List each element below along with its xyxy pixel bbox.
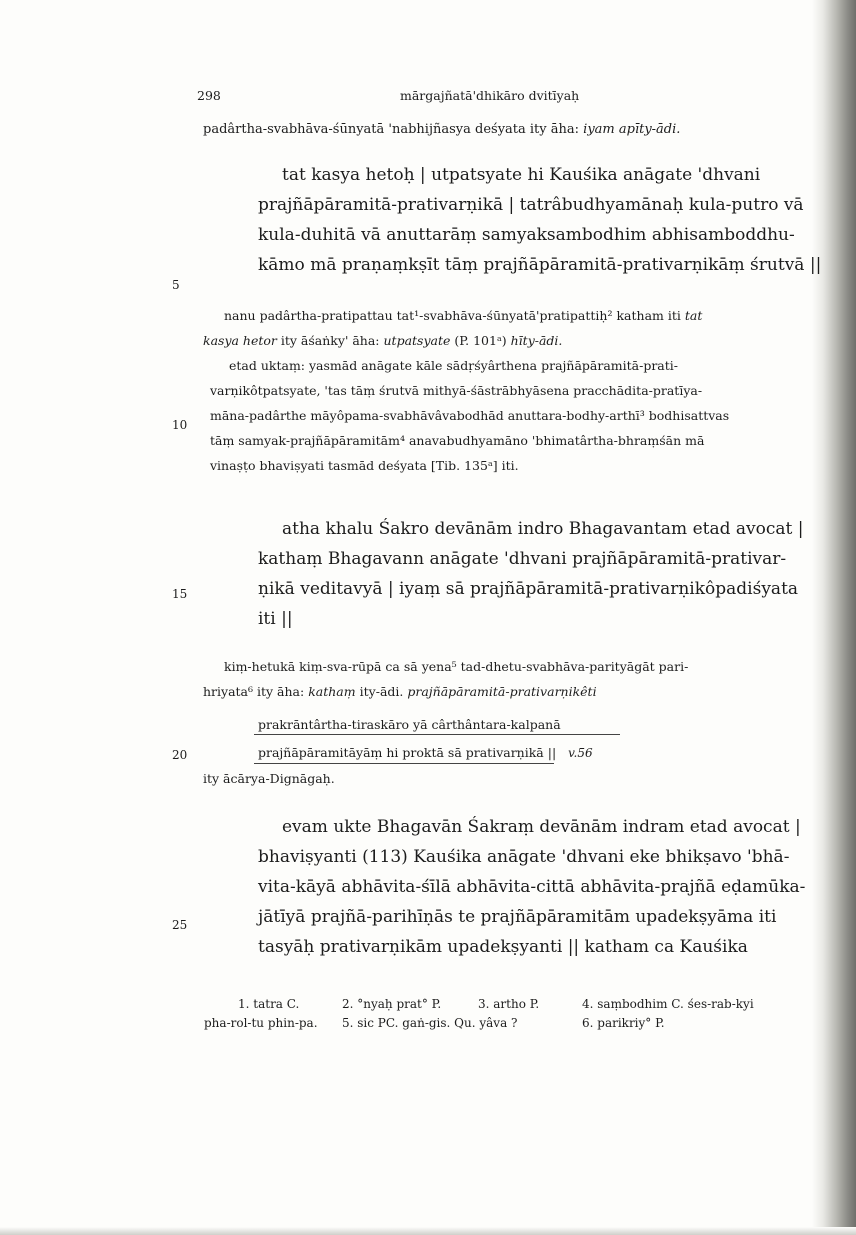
- root-text-line: vita-kāyā abhāvita-śīlā abhāvita-cittā abhāvita-prajñā eḍamūka-: [258, 877, 806, 897]
- root-text-line: kathaṃ Bhagavann anāgate 'dhvani prajñāpāramitā-prativar-: [258, 549, 787, 569]
- footnote: 2. °nyaḥ prat° P.: [342, 997, 442, 1011]
- commentary-paragraph-1: [203, 303, 730, 478]
- root-text-line: evam ukte Bhagavān Śakraṃ devānām indram etad avocat |: [282, 817, 801, 837]
- root-text-line: ṇikā veditavyā | iyaṃ sā prajñāpāramitā-prativarṇikôpadiśyata: [258, 579, 799, 599]
- line-number: 15: [172, 587, 188, 601]
- commentary-italic: kasya hetor: [203, 333, 277, 348]
- root-text-paragraph-1: [258, 160, 821, 280]
- commentary-text: ity āśaṅky' āha:: [276, 333, 384, 348]
- verse-underline-2: [254, 763, 554, 764]
- root-text-line: prajñāpāramitā-prativarṇikā | tatrâbudhyamānaḥ kula-putro vā: [258, 195, 804, 215]
- running-title: mārgajñatā'dhikāro dvitīyaḥ: [400, 88, 580, 103]
- commentary-line: vinaṣṭo bhaviṣyati tasmād deśyata [Tib. 135ᵃ] iti.: [210, 458, 519, 473]
- line-number: 25: [172, 918, 188, 932]
- commentary-text: nanu padârtha-pratipattau tat¹-svabhāva-śūnyatā'pratipattiḥ² katham iti: [224, 308, 685, 323]
- commentary-line: tāṃ samyak-prajñāpāramitām⁴ anavabudhyamāno 'bhimatârtha-bhraṃśān mā: [210, 433, 705, 448]
- commentary-italic: hīty-ādi.: [510, 333, 563, 348]
- root-text-line: jātīyā prajñā-parihīṇās te prajñāpāramitām upadekṣyāma iti: [258, 907, 777, 927]
- commentary-line: māna-padârthe māyôpama-svabhāvâvabodhād anuttara-bodhy-arthī³ bodhisattvas: [210, 408, 730, 423]
- commentary-line: [224, 303, 729, 328]
- commentary-paragraph-2: [203, 654, 689, 704]
- root-text-paragraph-3: [258, 812, 805, 962]
- intro-plain-text: padârtha-svabhāva-śūnyatā 'nabhijñasya deśyata ity āha:: [203, 122, 584, 137]
- citation-line: ity ācārya-Dignāgaḥ.: [203, 771, 335, 786]
- page-bottom-edge: [0, 1227, 856, 1235]
- footnote: pha-rol-tu phin-pa.: [204, 1016, 318, 1030]
- commentary-line: [203, 328, 729, 353]
- verse-line-1: prakrāntârtha-tiraskāro yā cârthântara-kalpanā: [258, 717, 561, 732]
- commentary-line: etad uktaṃ: yasmād anāgate kāle sādṛśyârthena prajñāpāramitā-prati-: [229, 358, 679, 373]
- root-text-line: bhaviṣyanti (113) Kauśika anāgate 'dhvani eke bhikṣavo 'bhā-: [258, 847, 790, 867]
- footnote: 5. sic PC. gaṅ-gis. Qu. yâva ?: [342, 1016, 518, 1030]
- line-number: 5: [172, 278, 180, 292]
- commentary-text: ity-ādi.: [355, 684, 408, 699]
- footnote: 1. tatra C.: [238, 997, 300, 1011]
- root-text-line: tat kasya hetoḥ | utpatsyate hi Kauśika anāgate 'dhvani: [282, 165, 761, 185]
- root-text-line: kāmo mā praṇaṃkṣīt tāṃ prajñāpāramitā-prativarṇikāṃ śrutvā ||: [258, 255, 822, 275]
- commentary-line: [203, 679, 688, 704]
- commentary-italic: utpatsyate: [383, 333, 451, 348]
- verse-underline-1: [254, 734, 620, 735]
- commentary-line: kiṃ-hetukā kiṃ-sva-rūpā ca sā yena⁵ tad-dhetu-svabhāva-parityāgāt pari-: [224, 659, 689, 674]
- page-number: 298: [197, 88, 221, 103]
- root-text-line: tasyāḥ prativarṇikām upadekṣyanti || katham ca Kauśika: [258, 937, 748, 957]
- commentary-italic: prajñāpāramitā-prativarṇikêti: [407, 684, 597, 699]
- root-text-line: kula-duhitā vā anuttarāṃ samyaksambodhim abhisamboddhu-: [258, 225, 795, 245]
- root-text-line: atha khalu Śakro devānām indro Bhagavantam etad avocat |: [282, 519, 804, 539]
- line-number: 20: [172, 748, 188, 762]
- intro-italic-text: iyam apīty-ādi.: [583, 122, 681, 137]
- verse-margin-note: v.56: [568, 746, 593, 760]
- commentary-italic: kathaṃ: [308, 684, 356, 699]
- verse-text: prajñāpāramitāyāṃ hi proktā sā prativarṇikā ||: [258, 745, 557, 760]
- root-text-paragraph-2: [258, 514, 803, 634]
- commentary-text: (P. 101ᵃ): [450, 333, 511, 348]
- commentary-italic: tat: [684, 308, 703, 323]
- footnote: 6. parikriy° P.: [582, 1016, 665, 1030]
- line-number: 10: [172, 418, 188, 432]
- footnote: 3. artho P.: [478, 997, 540, 1011]
- intro-line: [203, 117, 680, 142]
- commentary-line: varṇikôtpatsyate, 'tas tāṃ śrutvā mithyā-śāstrābhyāsena pracchādita-pratīya-: [210, 383, 703, 398]
- root-text-line: iti ||: [258, 609, 293, 629]
- footnote: 4. saṃbodhim C. śes-rab-kyi: [582, 997, 754, 1011]
- commentary-text: hriyata⁶ ity āha:: [203, 684, 309, 699]
